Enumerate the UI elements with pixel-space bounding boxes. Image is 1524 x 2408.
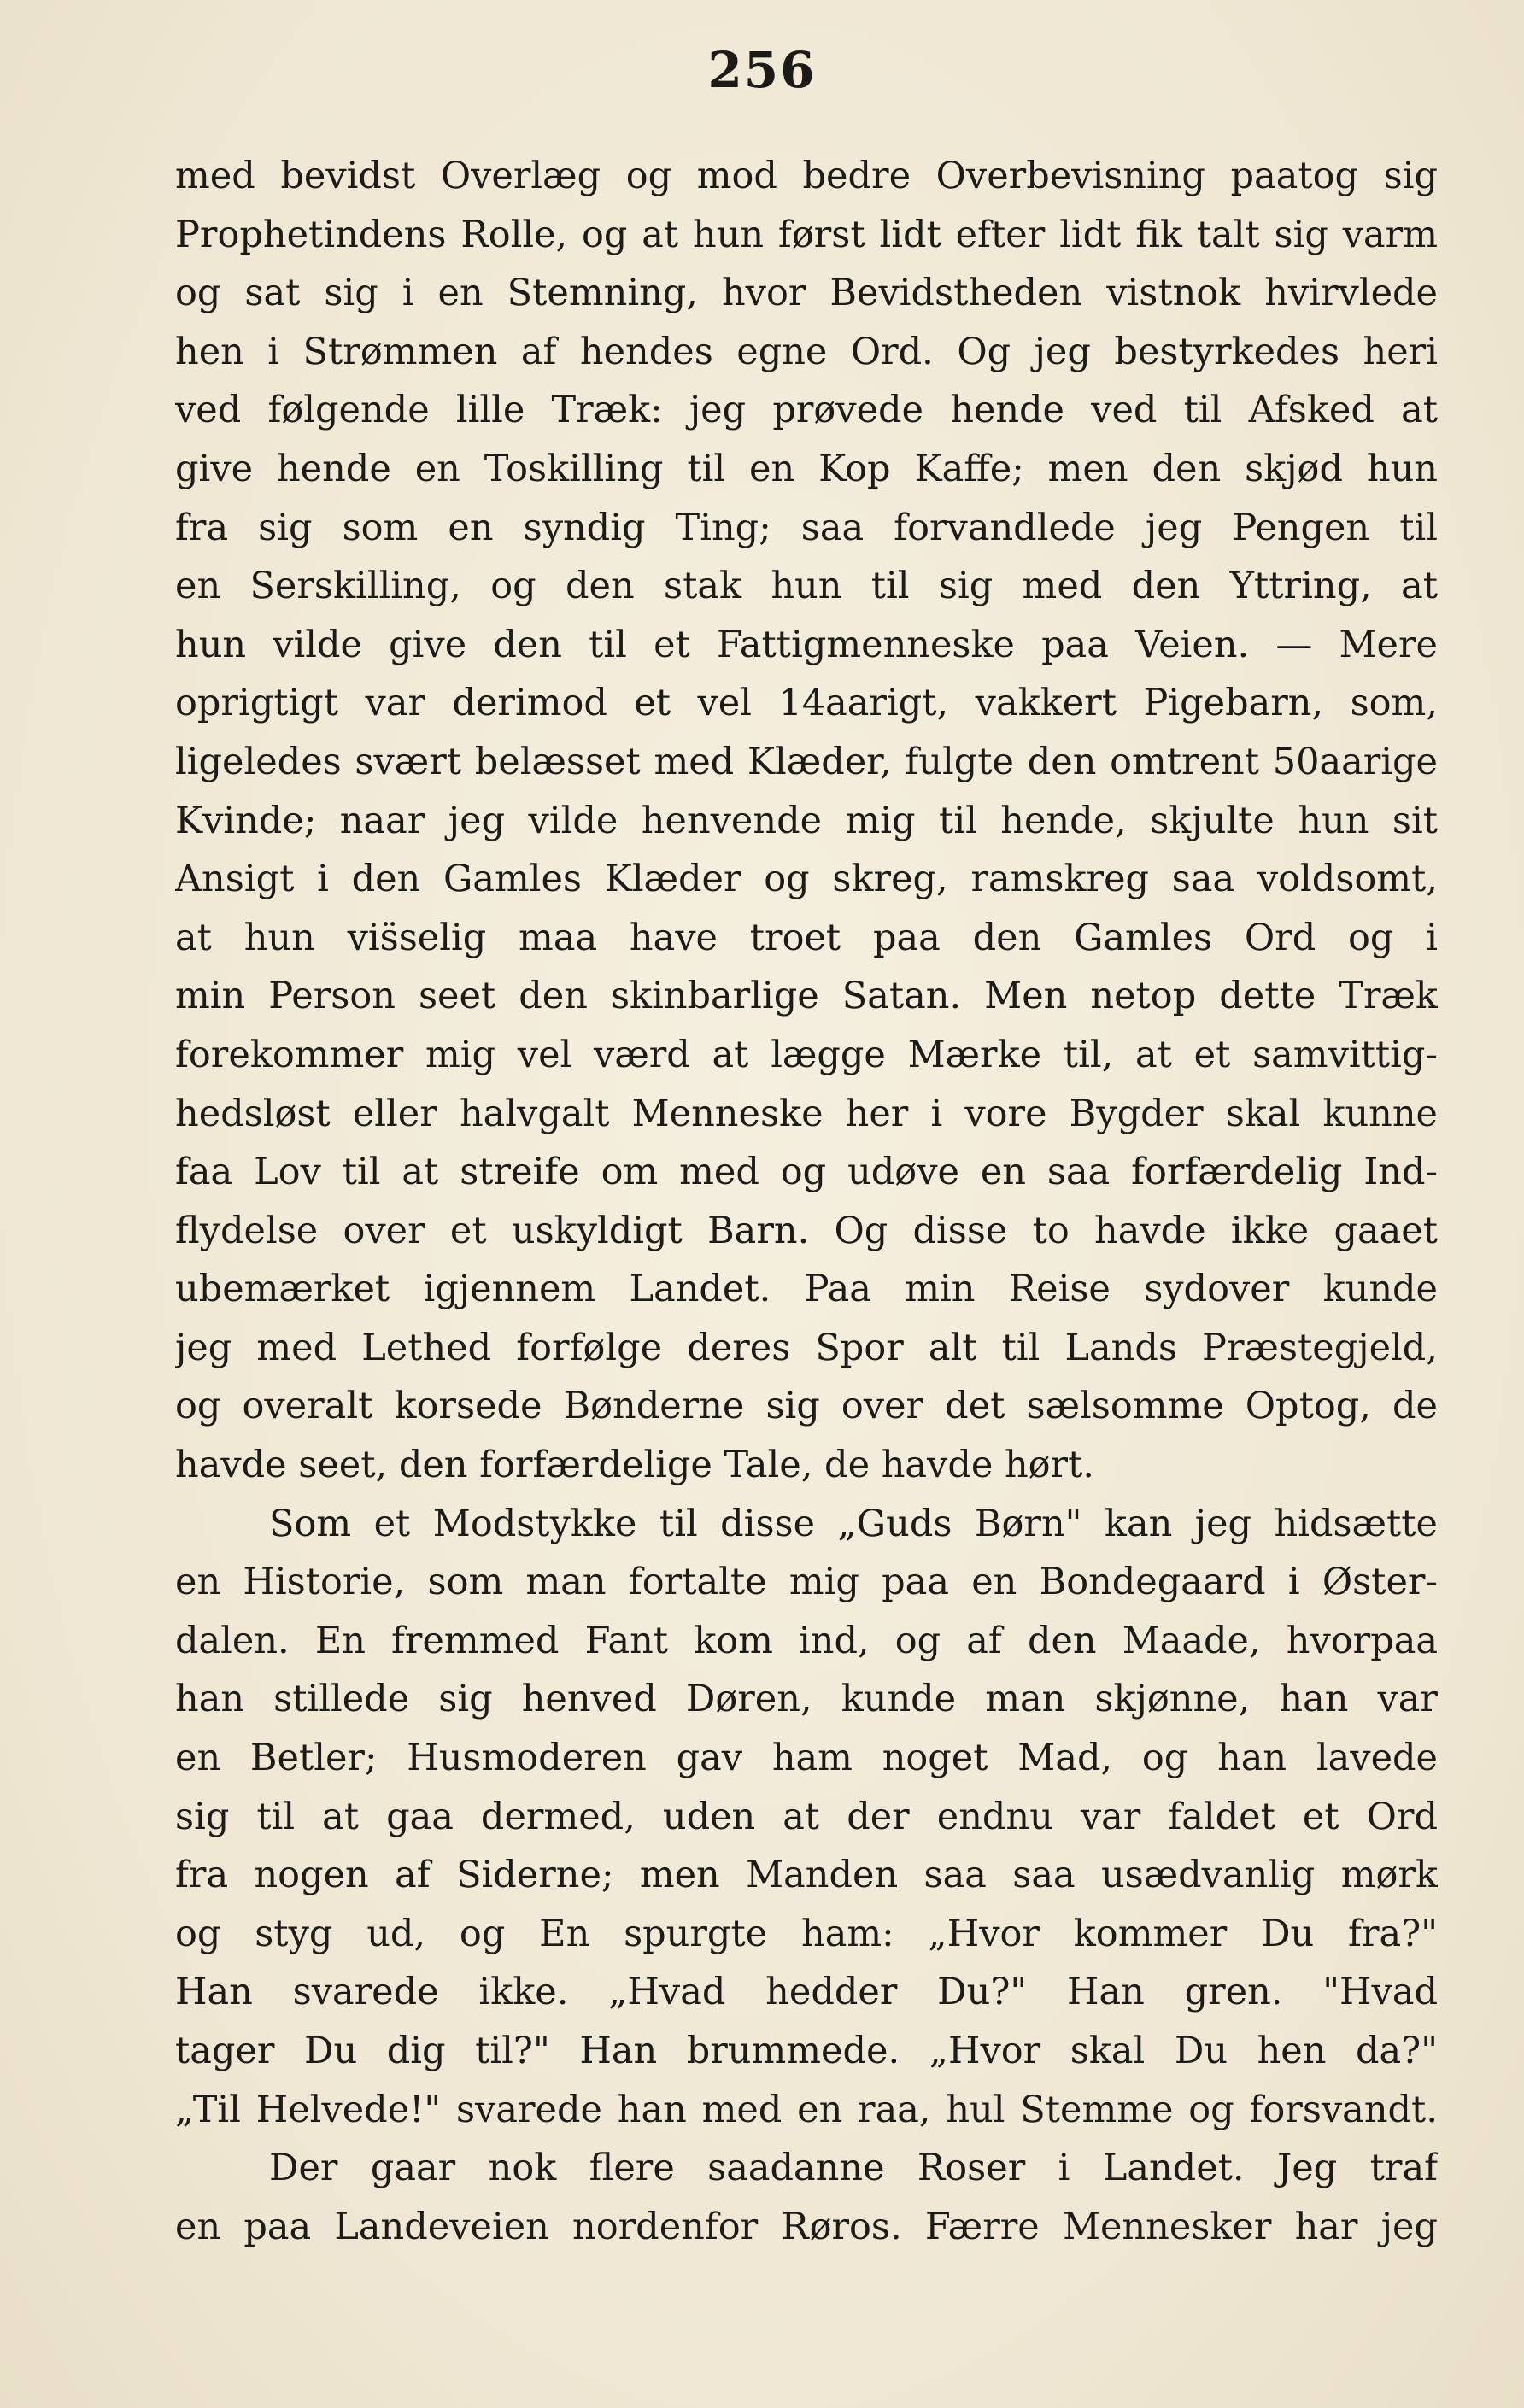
text-line: en Betler; Husmoderen gav ham noget Mad, og han lavede <box>175 1737 1438 1780</box>
paragraph-end-line: havde seet, den forfærdelige Tale, de havde hørt. <box>175 1444 1095 1487</box>
text-line: en paa Landeveien nordenfor Røros. Færre Mennesker har jeg <box>175 2205 1438 2248</box>
text-line: ved følgende lille Træk: jeg prøvede hende ved til Afsked at <box>175 389 1438 432</box>
text-line: fra sig som en syndig Ting; saa forvandlede jeg Pengen til <box>175 506 1438 549</box>
text-line: oprigtigt var derimod et vel 14aarigt, vakkert Pigebarn, som, <box>175 682 1438 725</box>
text-line: Prophetindens Rolle, og at hun først lidt efter lidt fik talt sig varm <box>175 213 1438 256</box>
text-line: en Serskilling, og den stak hun til sig med den Yttring, at <box>175 565 1438 608</box>
text-line: hedsløst eller halvgalt Menneske her i vore Bygder skal kunne <box>175 1092 1438 1135</box>
text-line: ubemærket igjennem Landet. Paa min Reise sydover kunde <box>175 1268 1438 1311</box>
text-line: „Til Helvede!" svarede han med en raa, hul Stemme og forsvandt. <box>175 2088 1438 2131</box>
text-line: hen i Strømmen af hendes egne Ord. Og jeg bestyrkedes heri <box>175 330 1438 373</box>
text-line: dalen. En fremmed Fant kom ind, og af den Maade, hvorpaa <box>175 1619 1438 1662</box>
text-line: og overalt korsede Bønderne sig over det sælsomme Optog, de <box>175 1385 1438 1428</box>
text-line: med bevidst Overlæg og mod bedre Overbevisning paatog sig <box>175 155 1438 197</box>
body-text <box>175 147 1438 2256</box>
text-line: flydelse over et uskyldigt Barn. Og disse to havde ikke gaaet <box>175 1209 1438 1252</box>
text-line: og sat sig i en Stemning, hvor Bevidstheden vistnok hvirvlede <box>175 272 1438 315</box>
text-line: faa Lov til at streife om med og udøve en saa forfærdelig Ind- <box>175 1151 1438 1194</box>
text-line: min Person seet den skinbarlige Satan. Men netop dette Træk <box>175 975 1438 1018</box>
text-line: og styg ud, og En spurgte ham: „Hvor kommer Du fra?" <box>175 1912 1438 1955</box>
page-number: 256 <box>707 41 817 99</box>
paragraph-start-line: Der gaar nok flere saadanne Roser i Landet. Jeg traf <box>269 2147 1438 2190</box>
text-line: tager Du dig til?" Han brummede. „Hvor skal Du hen da?" <box>175 2030 1438 2072</box>
text-line: forekommer mig vel værd at lægge Mærke til, at et samvittig- <box>175 1033 1438 1076</box>
text-line: hun vilde give den til et Fattigmenneske paa Veien. — Mere <box>175 623 1438 666</box>
text-line: sig til at gaa dermed, uden at der endnu var faldet et Ord <box>175 1795 1438 1838</box>
text-line: Kvinde; naar jeg vilde henvende mig til hende, skjulte hun sit <box>175 799 1438 842</box>
text-line: at hun vis̈selig maa have troet paa den Gamles Ord og i <box>175 916 1438 959</box>
text-line: give hende en Toskilling til en Kop Kaffe; men den skjød hun <box>175 447 1438 490</box>
paragraph-start-line: Som et Modstykke til disse „Guds Børn" kan jeg hidsætte <box>269 1502 1438 1545</box>
text-line: han stillede sig henved Døren, kunde man skjønne, han var <box>175 1678 1438 1721</box>
text-line: Han svarede ikke. „Hvad hedder Du?" Han gren. "Hvad <box>175 1971 1438 2014</box>
text-line: Ansigt i den Gamles Klæder og skreg, ramskreg saa voldsomt, <box>175 858 1438 901</box>
text-line: ligeledes svært belæsset med Klæder, fulgte den omtrent 50aarige <box>175 740 1438 783</box>
text-line: fra nogen af Siderne; men Manden saa saa usædvanlig mørk <box>175 1854 1438 1897</box>
text-line: jeg med Lethed forfølge deres Spor alt til Lands Præstegjeld, <box>175 1326 1438 1369</box>
text-line: en Historie, som man fortalte mig paa en Bondegaard i Øster- <box>175 1561 1438 1604</box>
